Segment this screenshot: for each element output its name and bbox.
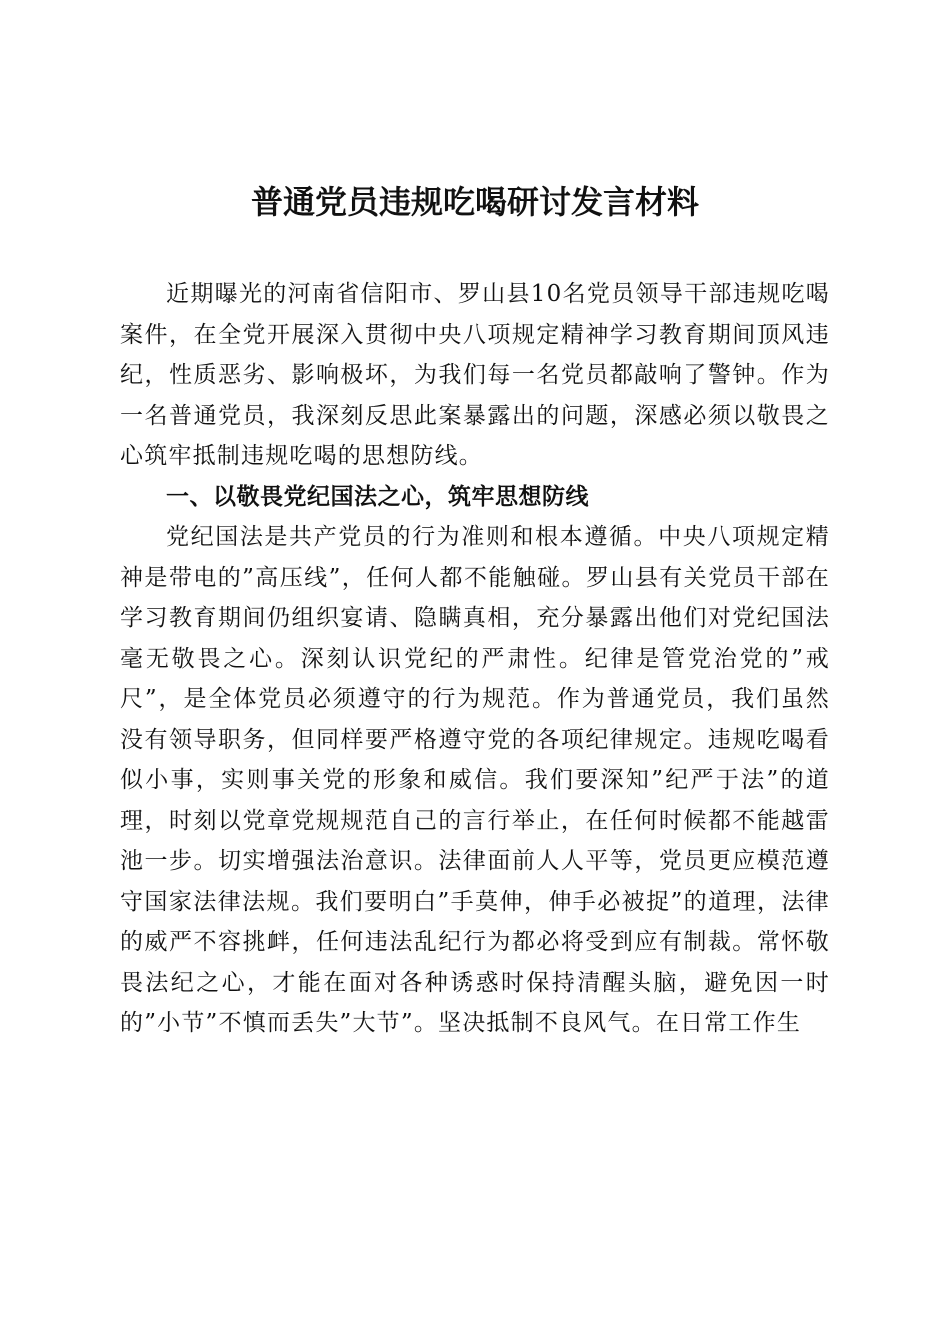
section-1-heading: 一、以敬畏党纪国法之心，筑牢思想防线 bbox=[166, 483, 589, 510]
section-1-paragraph: 党纪国法是共产党员的行为准则和根本遵循。中央八项规定精神是带电的”高压线”，任何人都不能触碰。罗山县有关党员干部在学习教育期间仍组织宴请、隐瞒真相，充分暴露出他们对党纪国法毫无敬畏之心。深刻认识党纪的严肃性。纪律是管党治党的”戒尺”，是全体党员必须遵守的行为规范。作为普通党员，我们虽然没有领导职务，但同样要严格遵守党的各项纪律规定。违规吃喝看似小事，实则事关党的形象和威信。我们要深知”纪严于法”的道理，时刻以党章党规规范自己的言行举止，在任何时候都不能越雷池一步。切实增强法治意识。法律面前人人平等，党员更应模范遵守国家法律法规。我们要明白”手莫伸，伸手必被捉”的道理，法律的威严不容挑衅，任何违法乱纪行为都必将受到应有制裁。常怀敬畏法纪之心，才能在面对各种诱惑时保持清醒头脑，避免因一时的”小节”不慎而丢失”大节”。坚决抵制不良风气。在日常工作生 bbox=[120, 524, 830, 1036]
document-body bbox=[120, 274, 830, 1044]
intro-paragraph: 近期曝光的河南省信阳市、罗山县10名党员领导干部违规吃喝案件，在全党开展深入贯彻中央八项规定精神学习教育期间顶风违纪，性质恶劣、影响极坏，为我们每一名党员都敲响了警钟。作为一名普通党员，我深刻反思此案暴露出的问题，深感必须以敬畏之心筑牢抵制违规吃喝的思想防线。 bbox=[120, 281, 830, 469]
document-title: 普通党员违规吃喝研讨发言材料 bbox=[250, 183, 699, 221]
